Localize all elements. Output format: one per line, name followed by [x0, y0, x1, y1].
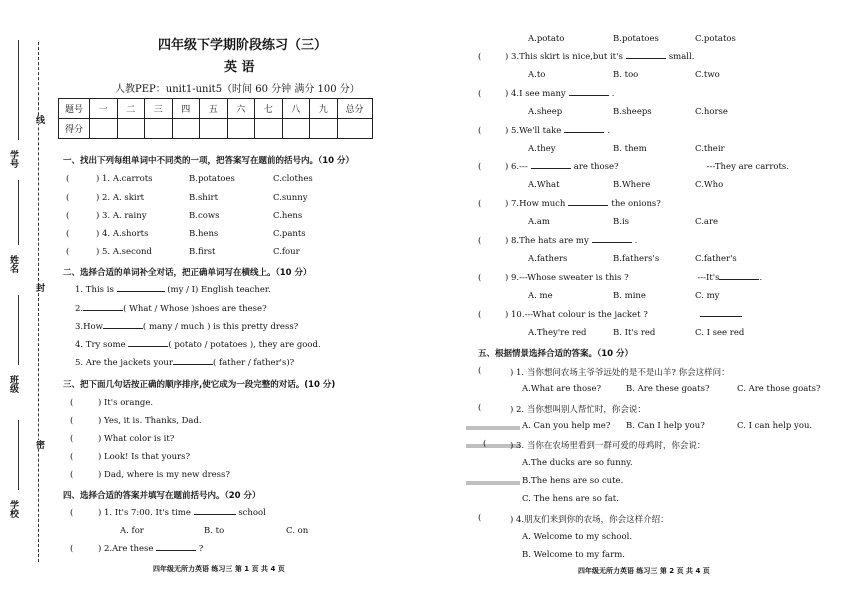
- r-q6-blank[interactable]: [531, 168, 571, 169]
- s4-q1-paren[interactable]: (: [70, 508, 74, 518]
- s5-q3-option-a: A.The ducks are so funny.: [522, 458, 633, 468]
- score-cell[interactable]: [227, 119, 255, 139]
- s2-q3: [75, 322, 298, 332]
- s3-item2-paren[interactable]: (: [70, 416, 74, 426]
- s3-item5-text: ) Dad, where is my new dress?: [98, 470, 230, 480]
- r-q5-text: ) 5.We'll take: [505, 126, 562, 136]
- r-q4-post: .: [611, 89, 615, 99]
- r-q3-option-c: C.two: [695, 70, 720, 80]
- r-q9-option-b: B. mine: [613, 291, 646, 301]
- s5-q3-text: ) 3. 当你在农场里看到一群可爱的母鸡时，你会说：: [510, 441, 706, 451]
- r-q6-post: are those?: [573, 162, 619, 172]
- r-q5-blank[interactable]: [564, 132, 604, 133]
- r-q5-option-c: C.their: [695, 144, 725, 154]
- s4-q2-pre: ) 2.Are these: [98, 544, 154, 554]
- r-q10-option-a: A.They're red: [528, 328, 587, 338]
- left-page-footer: 四年级无所力英语 练习三 第 1 页 共 4 页: [153, 565, 285, 573]
- s2-q5: [75, 358, 294, 368]
- r-q9: [505, 273, 762, 283]
- r-q6-extra: ---They are carrots.: [706, 162, 789, 172]
- r-q10-blank[interactable]: [700, 316, 742, 317]
- s5-q2-option-b: B. Can I help you?: [626, 421, 705, 431]
- s4-q1-post: school: [238, 508, 266, 518]
- score-row-label: 得分: [59, 119, 90, 139]
- r-q8-option-b: B.fathers's: [613, 254, 660, 264]
- section2-heading: 二、选择合适的单词补全对话，把正确单词写在横线上。（10 分）: [63, 268, 312, 278]
- r-q8: [505, 236, 637, 246]
- s5-q4-option-b: B. Welcome to my farm.: [522, 550, 625, 560]
- margin-mark-seal: 封: [34, 283, 44, 292]
- s4-q1: [98, 508, 266, 518]
- r-q10-option-c: C. I see red: [695, 328, 745, 338]
- score-header-cell: 九: [310, 99, 338, 119]
- s1-q3-text: ) 3. A. rainy: [96, 211, 147, 221]
- s2-q3-pre: 3.How: [75, 322, 103, 332]
- scan-smudge: [466, 481, 520, 485]
- score-cell[interactable]: [172, 119, 200, 139]
- s2-q1-pre: 1. This is: [75, 285, 114, 295]
- s2-q2-pre: 2.: [75, 304, 84, 314]
- s2-q1-post: (my / I) English teacher.: [167, 285, 271, 295]
- r-q9-option-a: A. me: [528, 291, 553, 301]
- s5-q3-option-c: C. The hens are so fat.: [522, 494, 619, 504]
- s4-q1-option-b: B. to: [204, 526, 225, 536]
- s2-q2-post: ( What / Whose )shoes are these?: [123, 304, 267, 314]
- r-q8-text: ) 8.The hats are my: [505, 236, 589, 246]
- s1-q2-paren[interactable]: (: [66, 193, 70, 203]
- s5-q1-text: ) 1. 当你想问农场主爷爷远处的是不是山羊? 你会这样问：: [510, 368, 730, 378]
- s4-q2-paren[interactable]: (: [70, 544, 74, 554]
- s3-item2-text: ) Yes, it is. Thanks, Dad.: [98, 416, 202, 426]
- r-q5-post: .: [607, 126, 611, 136]
- margin-underline: [18, 295, 19, 365]
- r-q10-paren[interactable]: (: [478, 310, 482, 320]
- s3-item4-text: ) Look! Is that yours?: [98, 452, 191, 462]
- s1-q3-paren[interactable]: (: [66, 211, 70, 221]
- s1-q5-option-c: C.four: [273, 247, 300, 257]
- s5-q2-option-a: A. Can you help me?: [522, 421, 611, 431]
- r-q4-option-c: C.horse: [695, 107, 728, 117]
- s1-q3-option-c: C.hens: [273, 211, 303, 221]
- s2-q3-post: ( many / much ) is this pretty dress?: [142, 322, 299, 332]
- r-q6: [505, 162, 789, 172]
- s2-q1-blank[interactable]: [117, 291, 165, 292]
- margin-underline: [18, 40, 19, 140]
- s1-q2-text: ) 2. A. skirt: [96, 193, 145, 203]
- section1-heading: 一、找出下列每组单词中不同类的一项，把答案写在题前的括号内。（10 分）: [63, 156, 355, 166]
- s1-q4-option-c: C.pants: [273, 229, 306, 239]
- r-q6-option-c: C.Who: [695, 180, 724, 190]
- s2-q5-blank[interactable]: [173, 364, 213, 365]
- s2-q2-blank[interactable]: [83, 310, 123, 311]
- r-q6-option-a: A.What: [528, 180, 560, 190]
- r-q10-text: ) 10.---What colour is the jacket ?: [505, 310, 648, 320]
- exam-info: 人教PEP：unit1-unit5（时间 60 分钟 满分 100 分）: [115, 84, 360, 95]
- s5-q1-option-a: A.What are those?: [522, 384, 602, 394]
- s4-q1-blank[interactable]: [194, 514, 236, 515]
- score-table: [58, 98, 373, 139]
- s5-q1-paren[interactable]: (: [478, 366, 482, 376]
- s2-q4: [75, 340, 321, 350]
- s1-q1-option-b: B.potatoes: [189, 174, 235, 184]
- s5-q2-paren[interactable]: (: [478, 403, 482, 413]
- r-q4-option-b: B.sheeps: [613, 107, 652, 117]
- score-table-score-row: [59, 119, 373, 139]
- s3-item3-text: ) What color is it?: [98, 434, 175, 444]
- r-q9-paren[interactable]: (: [478, 273, 482, 283]
- r-q5: [505, 126, 610, 136]
- s1-q2-option-c: C.sunny: [273, 193, 308, 203]
- r-q4-blank[interactable]: [569, 95, 609, 96]
- margin-mark-line: 线: [34, 115, 44, 124]
- s2-q4-post: ( potato / potatoes ), they are good.: [168, 340, 321, 350]
- r-q4: [505, 89, 614, 99]
- s4-q1-option-a: A. for: [120, 526, 144, 536]
- score-header-cell: 三: [145, 99, 173, 119]
- margin-label-school: 学校: [8, 500, 18, 518]
- r-q7-option-a: A.am: [528, 217, 550, 227]
- section4-heading: 四、选择合适的答案并填写在题前括号内。（20 分）: [63, 491, 261, 501]
- r-q3-option-b: B. too: [613, 70, 639, 80]
- s1-q4-paren[interactable]: (: [66, 229, 70, 239]
- r-q8-post: .: [634, 236, 638, 246]
- r-top-option-b: B.potatoes: [613, 34, 659, 44]
- r-q8-paren[interactable]: (: [478, 236, 482, 246]
- s3-item5-paren[interactable]: (: [70, 470, 74, 480]
- r-q8-option-a: A.fathers: [528, 254, 568, 264]
- score-cell[interactable]: [145, 119, 173, 139]
- margin-label-student-id: 学号: [8, 150, 18, 168]
- s4-q1-option-c: C. on: [286, 526, 309, 536]
- right-page-footer: 四年级无所力英语 练习三 第 2 页 共 4 页: [578, 567, 710, 575]
- score-cell[interactable]: [255, 119, 283, 139]
- r-q6-paren[interactable]: (: [478, 162, 482, 172]
- s3-item1-paren[interactable]: (: [70, 398, 74, 408]
- s5-q1-option-c: C. Are those goats?: [737, 384, 821, 394]
- s5-q2-text: ) 2. 当你想叫别人帮忙时，你会说：: [510, 405, 646, 415]
- score-header-cell: 总分: [337, 99, 372, 119]
- r-q6-text: ) 6.---: [505, 162, 528, 172]
- r-q7-blank[interactable]: [568, 205, 608, 206]
- s5-q1-option-b: B. Are these goats?: [626, 384, 710, 394]
- s4-q2: [98, 544, 203, 554]
- score-cell[interactable]: [90, 119, 118, 139]
- score-table-header-row: [59, 99, 373, 119]
- r-q10: [505, 310, 742, 320]
- s5-q2-option-c: C. I can help you.: [737, 421, 813, 431]
- r-q3-blank[interactable]: [626, 58, 666, 59]
- section3-heading: 三、把下面几句话按正确的顺序排序,使它成为一段完整的对话。(10 分): [63, 380, 336, 390]
- score-header-cell: 六: [227, 99, 255, 119]
- score-header-cell: 二: [117, 99, 145, 119]
- s1-q1-text: ) 1. A.carrots: [96, 174, 153, 184]
- score-cell[interactable]: [200, 119, 228, 139]
- r-q4-option-a: A.sheep: [528, 107, 563, 117]
- r-q5-option-b: B. them: [613, 144, 647, 154]
- margin-mark-secret: 密: [34, 440, 44, 449]
- score-header-cell: 八: [282, 99, 310, 119]
- margin-label-name: 姓名: [8, 255, 18, 273]
- margin-underline: [18, 180, 19, 245]
- r-q5-option-a: A.they: [528, 144, 556, 154]
- score-header-cell: 五: [200, 99, 228, 119]
- s5-q3-option-b: B.The hens are so cute.: [522, 476, 624, 486]
- score-header-cell: 四: [172, 99, 200, 119]
- s2-q3-blank[interactable]: [103, 328, 143, 329]
- score-cell[interactable]: [337, 119, 372, 139]
- s4-q1-pre: ) 1. It's 7:00. It's time: [98, 508, 191, 518]
- s1-q5-paren[interactable]: (: [66, 247, 70, 257]
- section5-heading: 五、根据情景选择合适的答案。（10 分）: [478, 349, 634, 359]
- s2-q4-blank[interactable]: [128, 346, 168, 347]
- r-q3-text: ) 3.This skirt is nice,but it's: [505, 52, 623, 62]
- r-q4-paren[interactable]: (: [478, 89, 482, 99]
- r-q3-post: small.: [668, 52, 695, 62]
- r-q9-period: .: [759, 273, 763, 283]
- s5-q4-option-a: A. Welcome to my school.: [522, 532, 633, 542]
- r-q7-text: ) 7.How much: [505, 199, 566, 209]
- s1-q1-option-c: C.clothes: [273, 174, 313, 184]
- s1-q4-option-b: B.hens: [189, 229, 219, 239]
- s2-q5-pre: 5. Are the jackets your: [75, 358, 173, 368]
- s3-item3-paren[interactable]: (: [70, 434, 74, 444]
- s4-q2-blank[interactable]: [156, 550, 196, 551]
- r-q3-paren[interactable]: (: [478, 52, 482, 62]
- score-header-cell: 一: [90, 99, 118, 119]
- s1-q5-text: ) 5. A.second: [96, 247, 152, 257]
- r-top-option-c: C.potatos: [695, 34, 736, 44]
- s1-q5-option-b: B.first: [189, 247, 216, 257]
- score-header-cell: 七: [255, 99, 283, 119]
- score-cell[interactable]: [117, 119, 145, 139]
- r-q5-paren[interactable]: (: [478, 126, 482, 136]
- s1-q2-option-b: B.shirt: [189, 193, 218, 203]
- margin-label-class: 班级: [8, 375, 18, 393]
- r-q10-option-b: B. It's red: [613, 328, 656, 338]
- r-q7: [505, 199, 661, 209]
- score-header-cell: 题号: [59, 99, 90, 119]
- r-q7-paren[interactable]: (: [478, 199, 482, 209]
- s3-item1-text: ) It's orange.: [98, 398, 154, 408]
- s5-q4-paren[interactable]: (: [478, 513, 482, 523]
- r-top-option-a: A.potato: [528, 34, 565, 44]
- r-q3: [505, 52, 694, 62]
- r-q7-post: the onions?: [611, 199, 661, 209]
- subject-title: 英 语: [224, 60, 255, 75]
- s4-q2-post: ?: [198, 544, 204, 554]
- s1-q1-paren[interactable]: (: [66, 174, 70, 184]
- s5-q4-text: ) 4.朋友们来到你的农场，你会这样介绍：: [510, 515, 669, 525]
- s3-item4-paren[interactable]: (: [70, 452, 74, 462]
- r-q7-option-b: B.is: [613, 217, 630, 227]
- r-q8-blank[interactable]: [592, 242, 632, 243]
- r-q8-option-c: C.father's: [695, 254, 737, 264]
- r-q4-text: ) 4.I see many: [505, 89, 566, 99]
- s5-q3-paren[interactable]: (: [483, 439, 487, 449]
- exam-title: 四年级下学期阶段练习（三）: [158, 38, 328, 53]
- r-q6-option-b: B.Where: [613, 180, 651, 190]
- r-q9-text: ) 9.---Whose sweater is this ?: [505, 273, 629, 283]
- s1-q4-text: ) 4. A.shorts: [96, 229, 149, 239]
- s2-q4-pre: 4. Try some: [75, 340, 126, 350]
- s2-q1: [75, 285, 271, 295]
- r-q9-option-c: C. my: [695, 291, 720, 301]
- score-cell[interactable]: [282, 119, 310, 139]
- r-q7-option-c: C.are: [695, 217, 719, 227]
- r-q3-option-a: A.to: [528, 70, 546, 80]
- r-q9-post: ---It's: [697, 273, 720, 283]
- s2-q5-post: ( father / father's)?: [212, 358, 295, 368]
- s1-q3-option-b: B.cows: [189, 211, 220, 221]
- score-cell[interactable]: [310, 119, 338, 139]
- s2-q2: [75, 304, 267, 314]
- scan-smudge: [466, 426, 520, 430]
- margin-underline: [18, 420, 19, 490]
- r-q9-blank[interactable]: [719, 279, 759, 280]
